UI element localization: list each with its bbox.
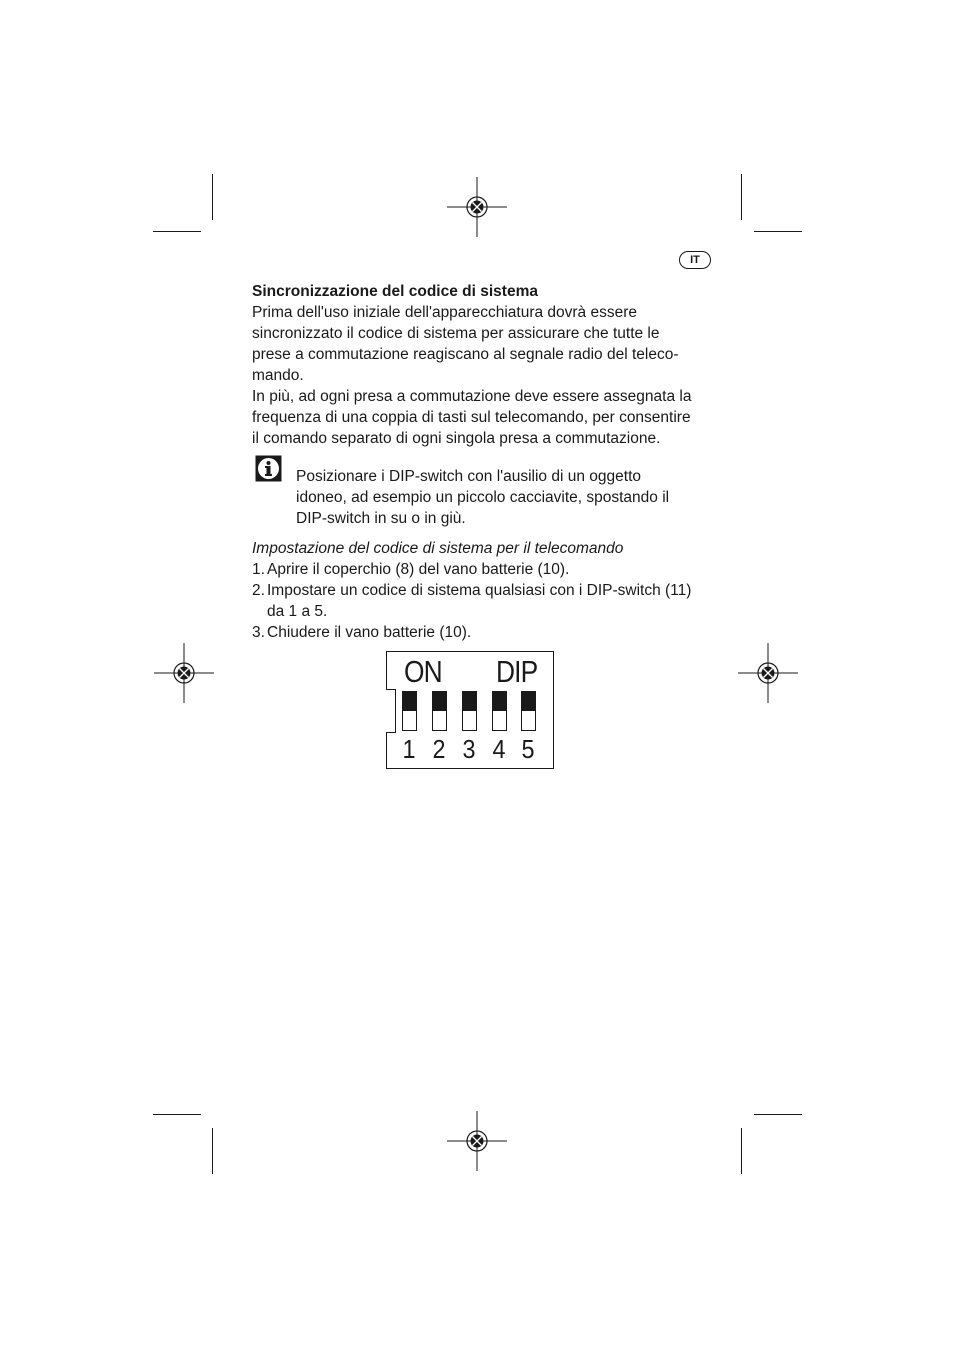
step-text: Impostare un codice di sistema qualsiasi con i DIP-switch (11) da 1 a 5. bbox=[267, 582, 692, 620]
dip-switch-2 bbox=[432, 691, 447, 731]
list-item bbox=[252, 559, 697, 580]
step-number: 3. bbox=[252, 624, 265, 641]
dip-number: 1 bbox=[402, 734, 416, 764]
paragraph: In più, ad ogni presa a commutazione deve essere assegnata la frequenza di una coppia di tasti sul telecomando, per consentire il comando separato di ogni singola presa a commutazione. bbox=[252, 388, 692, 447]
paragraph: Prima dell'uso iniziale dell'apparecchiatura dovrà essere sincronizzato il codice di sistema per assicurare che tutte le prese a commutazione reagiscano al segnale radio del teleco-mando. bbox=[252, 304, 679, 384]
dip-switch-diagram bbox=[386, 651, 554, 769]
dip-notch bbox=[386, 689, 396, 733]
registration-mark-icon bbox=[154, 643, 214, 703]
registration-mark-icon bbox=[738, 643, 798, 703]
step-text: Aprire il coperchio (8) del vano batterie (10). bbox=[267, 561, 570, 578]
registration-mark-icon bbox=[447, 177, 507, 237]
dip-switch-3 bbox=[462, 691, 477, 731]
note-text: Posizionare i DIP-switch con l'ausilio di un oggetto idoneo, ad esempio un piccolo cacciavite, spostando il DIP-switch in su o in giù. bbox=[296, 468, 670, 527]
dip-knob bbox=[433, 692, 446, 711]
list-item bbox=[252, 580, 697, 622]
crop-mark bbox=[153, 1114, 201, 1115]
step-number: 1. bbox=[252, 561, 265, 578]
dip-switch-1 bbox=[402, 691, 417, 731]
crop-mark bbox=[212, 174, 213, 220]
procedure-steps bbox=[252, 559, 697, 643]
step-number: 2. bbox=[252, 582, 265, 599]
dip-knob bbox=[403, 692, 416, 711]
step-text: Chiudere il vano batterie (10). bbox=[267, 624, 472, 641]
dip-knob bbox=[493, 692, 506, 711]
crop-mark bbox=[754, 1114, 802, 1115]
dip-label-dip: DIP bbox=[496, 654, 538, 689]
info-icon bbox=[255, 455, 282, 482]
crop-mark bbox=[153, 231, 201, 232]
dip-number: 5 bbox=[521, 734, 535, 764]
registration-mark-icon bbox=[447, 1111, 507, 1171]
list-item bbox=[252, 622, 697, 643]
language-badge: IT bbox=[679, 251, 711, 269]
procedure-title: Impostazione del codice di sistema per il telecomando bbox=[252, 540, 624, 557]
dip-number: 4 bbox=[492, 734, 506, 764]
dip-number: 2 bbox=[432, 734, 446, 764]
dip-knob bbox=[463, 692, 476, 711]
crop-mark bbox=[754, 231, 802, 232]
dip-switch-5 bbox=[521, 691, 536, 731]
crop-mark bbox=[741, 1128, 742, 1174]
crop-mark bbox=[741, 174, 742, 220]
dip-switch-4 bbox=[492, 691, 507, 731]
dip-number: 3 bbox=[462, 734, 476, 764]
section-heading: Sincronizzazione del codice di sistema bbox=[252, 283, 538, 300]
dip-label-on: ON bbox=[404, 654, 442, 689]
dip-knob bbox=[522, 692, 535, 711]
crop-mark bbox=[212, 1128, 213, 1174]
